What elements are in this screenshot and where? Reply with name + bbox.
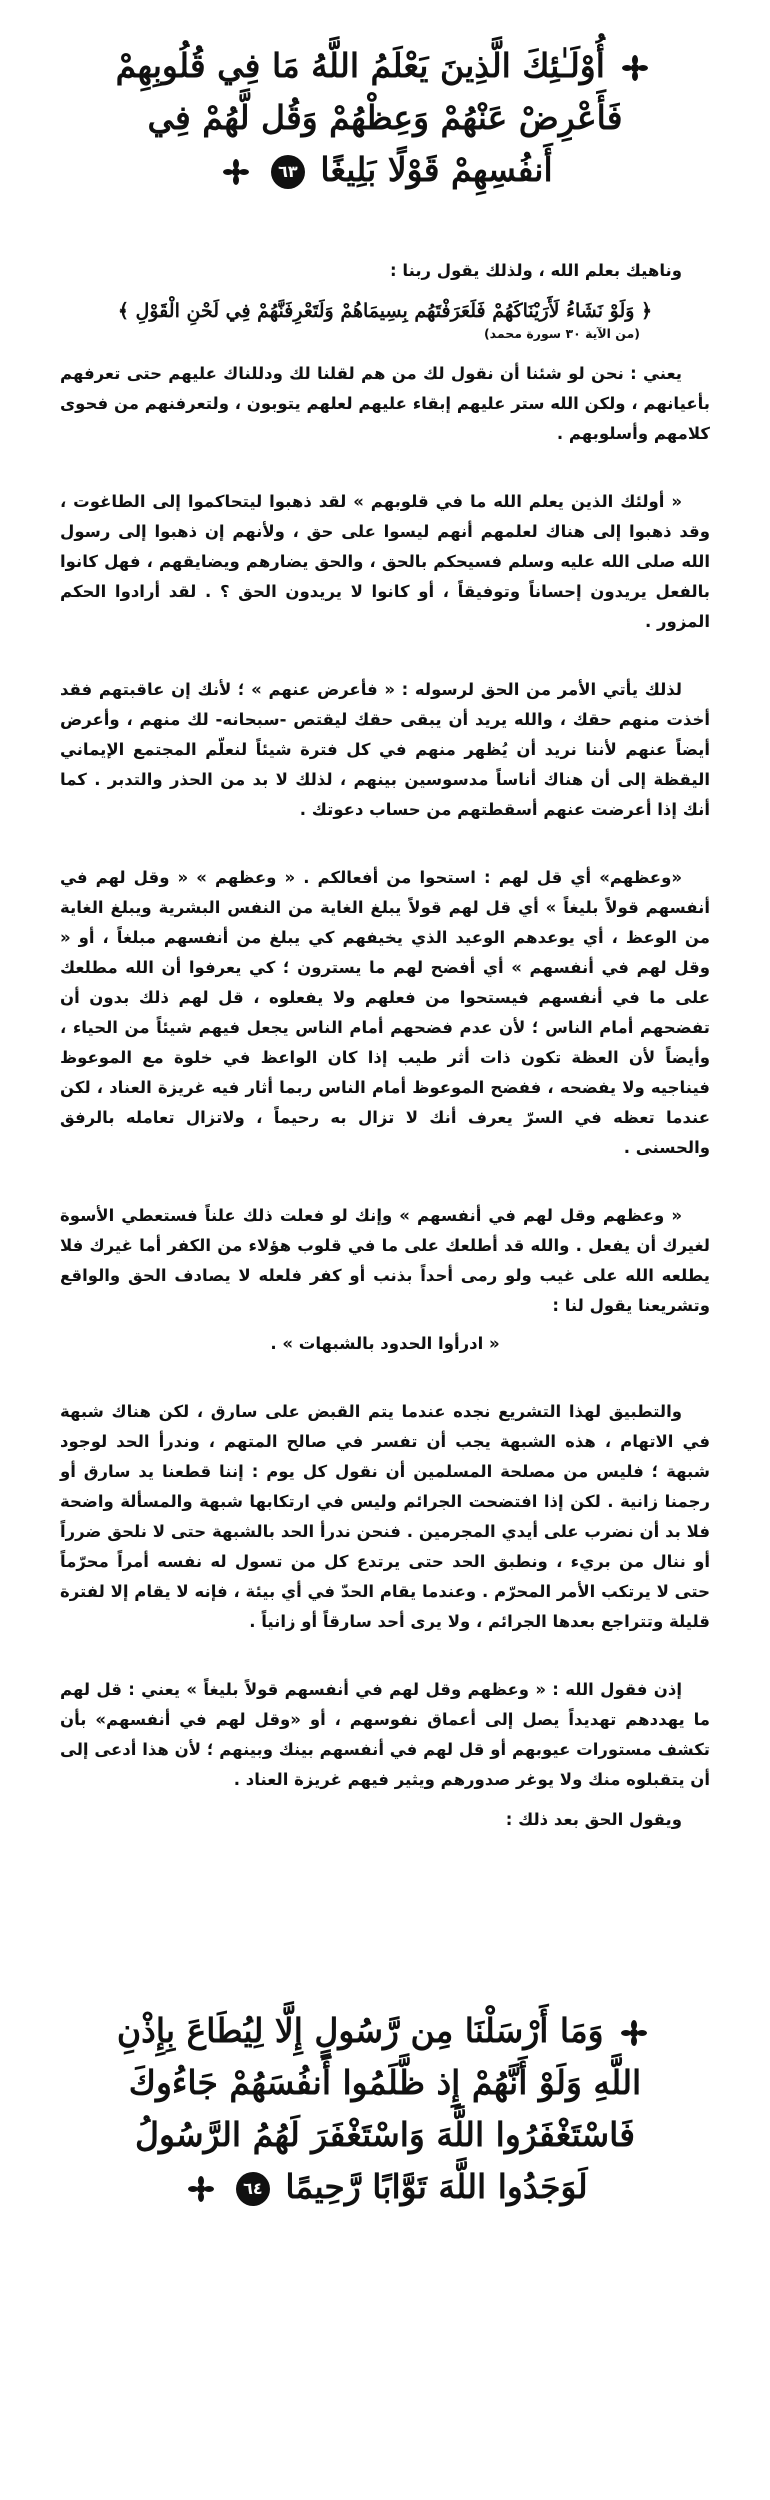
quoted-verse: ﴿ وَلَوْ نَشَاءُ لَأَرَيْنَاكَهُمْ فَلَعَرَفْتَهُم بِسِيمَاهُمْ وَلَتَعْرِفَنَّهُمْ فِي لَحْنِ الْقَوْلِ ﴾ bbox=[117, 300, 653, 322]
closing-line: ويقول الحق بعد ذلك : bbox=[505, 1810, 682, 1829]
paragraph-4: «وعظهم» أي قل لهم : استحوا من أفعالكم . « وعظهم » « وقل لهم في أنفسهم قولاً بليغاً » أي قل لهم قولاً يبلغ الغاية من النفس البشرية ويبلغ الغاية من الوعظ ، أي يوعدهم الوعيد الذي يخيفهم كي يبلغ من أنفسهم مبلغاً ، أو « وقل لهم في أنفسهم » أي أفضح لهم ما يسترون ؛ كي يعرفوا أن الله مطلعك على ما في أنفسهم فيستحوا من فعلهم ولا يفعلوه ، قل لهم ذلك بدون أن تفضحهم أمام الناس ؛ لأن عدم فضحهم أمام الناس يجعل فيهم شيئاً من الحياء ، وأيضاً لأن العظة تكون ذات أثر طيب إذا كان الواعظ في خلوة مع الموعوظ فيناجيه ولا يفضحه ، ففضح الموعوظ أمام الناس ربما أثار فيه غريزة العناد ، لكن عندما تعظه في السرّ يعرف أنك لا تزال به رحيماً ، ولاتزال تعامله بالرفق والحسنى . bbox=[60, 868, 710, 1157]
verse-64-block bbox=[10, 2005, 760, 2213]
verse-64-line-1 bbox=[10, 2005, 760, 2057]
verse-64-text-4: لَوَجَدُوا اللَّهَ تَوَّابًا رَّحِيمًا bbox=[285, 2167, 588, 2206]
verse-63-block bbox=[70, 40, 700, 196]
verse-63-line-3 bbox=[70, 144, 700, 196]
paragraph-2: « أولئك الذين يعلم الله ما في قلوبهم » لقد ذهبوا ليتحاكموا إلى الطاغوت ، وقد ذهبوا إلى هناك لعلمهم أنهم ليسوا على حق ، ولأنهم إن ذهبوا إلى رسول الله صلى الله عليه وسلم فسيحكم بالحق ، والحق يضارهم ويضايقهم ، فهل كانوا بالفعل يريدون إحساناً وتوفيقاً ، أو كانوا لا يريدون الحق ؟ . لقد أرادوا الحكم المزور . bbox=[60, 492, 710, 631]
verse-reference: (من الآية ٣٠ سورة محمد) bbox=[483, 326, 640, 341]
paragraph-5: « وعظهم وقل لهم في أنفسهم » وإنك لو فعلت ذلك علناً فستعطي الأسوة لغيرك أن يفعل . والله قد أطلعك على ما في قلوب هؤلاء من الكفر أما غيرك فلا يطلعه الله على غيب ولو رمى أحداً بذنب أو كفر فلعله لا يصادف الحق والواقع وتشريعنا يقول لنا : bbox=[60, 1206, 710, 1315]
verse-64-text-2: اللَّهِ وَلَوْ أَنَّهُمْ إِذ ظَّلَمُوا أَنفُسَهُمْ جَاءُوكَ bbox=[128, 2063, 642, 2102]
paragraph-6: والتطبيق لهذا التشريع نجده عندما يتم القبض على سارق ، لكن هناك شبهة في الاتهام ، هذه الشبهة يجب أن تفسر في صالح المتهم ، وندرأ الحد لوجود شبهة ؛ فليس من مصلحة المسلمين أن نقول كل يوم : إننا قطعنا يد سارق أو رجمنا زانية . لكن إذا افتضحت الجرائم وليس في ارتكابها شبهة والمسألة واضحة فلا بد أن نضرب على أيدي المجرمين . فنحن ندرأ الحد بالشبهة حتى لا نلحق ضرراً أو ننال من بريء ، ونطبق الحد حتى يرتدع كل من تسول له نفسه أمراً محرّماً حتى لا يرتكب الأمر المحرّم . وعندما يقام الحدّ في أي بيئة ، فإنه لا يقام إلا لفترة قليلة وتتراجع بعدها الجرائم ، ولا يرى أحد سارقاً أو زانياً . bbox=[60, 1402, 710, 1631]
verse-63-text-1: أُوْلَـٰئِكَ الَّذِينَ يَعْلَمُ اللَّهُ مَا فِي قُلُوبِهِمْ bbox=[115, 46, 605, 85]
verse-64-line-4 bbox=[10, 2161, 760, 2213]
ornament-flower-icon bbox=[621, 2020, 647, 2046]
verse-64-text-1: وَمَا أَرْسَلْنَا مِن رَّسُولٍ إِلَّا لِيُطَاعَ بِإِذْنِ bbox=[116, 2011, 604, 2050]
paragraph-3: لذلك يأتي الأمر من الحق لرسوله : « فأعرض عنهم » ؛ لأنك إن عاقبتهم فقد أخذت منهم حقك ، والله يريد أن يبقى حقك ليقتص -سبحانه- لك منهم ، وأعرض أيضاً عنهم لأننا نريد أن يُظهر منهم في كل فترة شيئاً لنعلّم المجتمع الإيماني اليقظة إلى أن هناك أناساً مدسوسين بينهم ، لذلك لا بد من الحذر والتدبر . كما أنك إذا أعرضت عنهم أسقطتهم من حساب دعوتك . bbox=[60, 680, 710, 819]
ayah-number-badge: ٦٣ bbox=[271, 155, 305, 189]
verse-63-text-2: فَأَعْرِضْ عَنْهُمْ وَعِظْهُمْ وَقُل لَّهُمْ فِي bbox=[147, 98, 623, 137]
paragraph-1: يعني : نحن لو شئنا أن نقول لك من هم لقلنا لك ودللناك عليهم حتى تعرفهم بأعيانهم ، ولكن الله ستر عليهم إبقاء عليهم لعلهم يتوبون ، ولتعرفنهم من فحوى كلامهم وأسلوبهم . bbox=[60, 364, 710, 443]
verse-63-text-3: أَنفُسِهِمْ قَوْلًا بَلِيغًا bbox=[320, 150, 553, 189]
ayah-number-badge: ٦٤ bbox=[236, 2172, 270, 2206]
verse-63-line-1 bbox=[70, 40, 700, 92]
ornament-flower-icon bbox=[188, 2176, 214, 2202]
ornament-flower-icon bbox=[223, 159, 249, 185]
paragraph-7: إذن فقول الله : « وعظهم وقل لهم في أنفسهم قولاً بليغاً » يعني : قل لهم ما يهددهم تهديداً يصل إلى أعماق نفوسهم ، أو «وقل لهم في أنفسهم» بأن تكشف مستورات عيوبهم أو قل لهم في أنفسهم بينك وبينهم ؛ لأن هذا أدعى إلى أن يتقبلوه منك ولا يوغر صدورهم ويثير فيهم غريزة العناد . bbox=[60, 1680, 710, 1789]
verse-64-text-3: فَاسْتَغْفَرُوا اللَّهَ وَاسْتَغْفَرَ لَهُمُ الرَّسُولُ bbox=[134, 2115, 636, 2154]
ornament-flower-icon bbox=[622, 55, 648, 81]
hadith-quote: « ادرأوا الحدود بالشبهات » . bbox=[270, 1334, 500, 1353]
intro-text: وناهيك بعلم الله ، ولذلك يقول ربنا : bbox=[390, 261, 682, 280]
